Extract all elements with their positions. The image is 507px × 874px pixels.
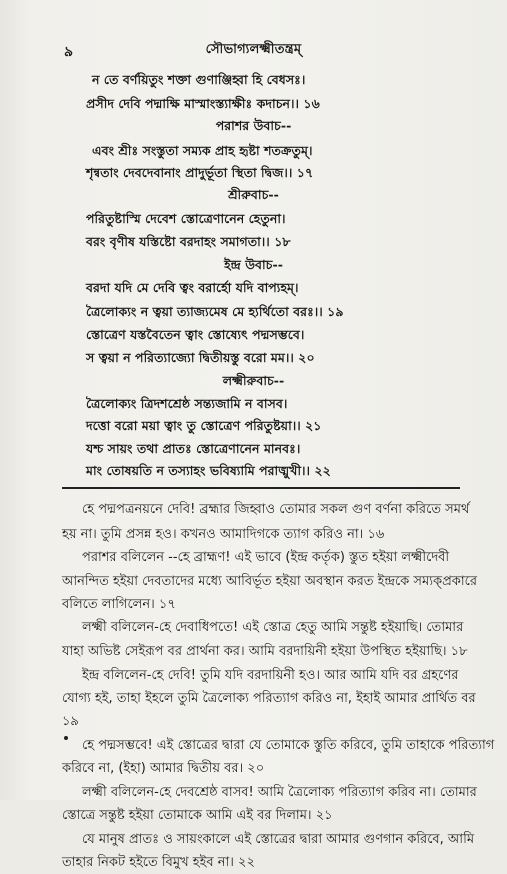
translation-line: যাহা অভিষ্ট সেইরূপ বর প্রার্থনা কর। আমি বরদায়িনী হইয়া উপস্থিত হইয়াছি। ১৮ [62, 644, 468, 659]
verse-line: ত্রৈলোক্যং ন ত্বয়া ত্যাজ্যমেষ মে হ্যর্থিতো বরঃ।। ১৯ [86, 304, 344, 319]
verse-line: ন তে বর্ণয়িতুং শক্তা গুণাঞ্জিহ্বা হি বেধসঃ। [92, 72, 306, 87]
verse-line: ত্রৈলোক্যং ত্রিদশশ্রেষ্ঠ সন্ত্যজামি ন বাসব। [86, 396, 288, 411]
speaker-heading: পরাশর উবাচ-- [215, 118, 292, 133]
verse-line: এবং শ্রীঃ সংস্তুতা সম্যক প্রাহ হৃষ্টা শতক্রতুম্। [92, 143, 313, 158]
translation-line: যে মানুষ প্রাতঃ ও সায়ংকালে এই স্তোত্রের দ্বারা আমার গুণগান করিবে, আমি [82, 832, 475, 847]
page-number: ৯ [64, 44, 74, 60]
translation-line: যোগ্য হই, তাহা ইহলে তুমি ত্রৈলোক্য পরিত্যাগ করিও না, ইহাই আমার প্রার্থিত বর [62, 691, 476, 706]
running-title: সৌভাগ্যলক্ষ্মীতন্ত্রম্ [205, 42, 302, 57]
verse-line: মাং তোষয়তি ন তস্যাহং ভবিষ্যামি পরাঙ্মুখী।। ২২ [86, 463, 331, 478]
verse-line: স ত্বয়া ন পরিত্যাজ্যো দ্বিতীয়স্তু বরো মম।। ২০ [86, 350, 315, 365]
speaker-heading: ইন্দ্র উবাচ-- [224, 257, 283, 272]
translation-line: ইন্দ্র বলিলেন-হে দেবি! তুমি যদি বরদায়িনী হও। আর আমি যদি বর গ্রহণের [82, 668, 459, 683]
translation-line: হয় না। তুমি প্রসন্ন হও। কখনও আমাদিগকে ত্যাগ করিও না। ১৬ [62, 527, 385, 542]
translation-line: হে পদ্মপত্রনয়নে দেবি! ব্রহ্মার জিহ্বাও তোমার সকল গুণ বর্ণনা করিতে সমর্থ [82, 502, 470, 517]
verse-line: স্তোত্রেণ যস্তবৈতেন ত্বাং স্তোষ্যেৎ পদ্মসম্ভবে। [86, 327, 305, 342]
page-header [0, 38, 507, 64]
translation-line: লক্ষ্মী বলিলেন-হে দেবশ্রেষ্ঠ বাসব! আমি ত্রৈলোক্য পরিত্যাগ করিব না। তোমার [82, 785, 477, 800]
verse-line: শৃন্বতাং দেবদেবানাং প্রাদুর্ভূতা স্থিতা দ্বিজ।। ১৭ [86, 165, 314, 180]
speaker-heading: শ্রীরুবাচ-- [228, 187, 279, 202]
print-speck [64, 736, 68, 740]
speaker-heading: লক্ষ্মীরুবাচ-- [222, 373, 285, 388]
translation-line: ১৯ [62, 714, 79, 729]
verse-line: যশ্চ সায়ং তথা প্রাতঃ স্তোত্রেণানেন মানবঃ। [86, 441, 301, 456]
translation-line: হে পদ্মসম্ভবে! এই স্তোত্রের দ্বারা যে তোমাকে স্তুতি করিবে, তুমি তাহাকে পরিত্যাগ [82, 738, 495, 753]
translation-line: বলিতে লাগিলেন। ১৭ [62, 597, 176, 612]
translation-line: স্তোত্রে সন্তুষ্ট হইয়া তোমাকে আমি এই বর দিলাম। ২১ [62, 808, 333, 823]
verse-line: প্রসীদ দেবি পদ্মাক্ষি মাস্মাংস্ত্যাক্ষীঃ কদাচন।। ১৬ [86, 96, 320, 111]
verse-line: বরদা যদি মে দেবি ত্বং বরার্হো যদি বাপ্যহম্। [86, 280, 299, 295]
verse-line: দত্তো বরো ময়া ত্বাং তু স্তোত্রেণ পরিতুষ্টয়া।। ২১ [86, 418, 322, 433]
translation-line: আনন্দিত হইয়া দেবতাদের মধ্যে আবির্ভূত হইয়া অবস্থান করত ইন্দ্রকে সম্যক্‌প্রকারে [62, 574, 478, 589]
verse-line: বরং বৃণীষ যস্তিষ্টো বরদাহং সমাগতা।। ১৮ [86, 234, 291, 249]
section-divider [62, 487, 460, 489]
verse-line: পরিতুষ্টাস্মি দেবেশ স্তোত্রেণানেন হেতুনা। [86, 211, 286, 226]
translation-line: করিবে না, (ইহা) আমার দ্বিতীয় বর। ২০ [62, 761, 265, 776]
translation-line: পরাশর বলিলেন --হে ব্রাহ্মণ! এই ভাবে (ইন্দ্র কর্তৃক) স্তুত হইয়া লক্ষ্মীদেবী [82, 550, 450, 565]
translation-line: তাহার নিকট হইতে বিমুখ হইব না। ২২ [62, 855, 255, 870]
translation-line: লক্ষ্মী বলিলেন-হে দেবাধিপতে! এই স্তোত্র হেতু আমি সন্তুষ্ট হইয়াছি। তোমার [82, 620, 464, 635]
